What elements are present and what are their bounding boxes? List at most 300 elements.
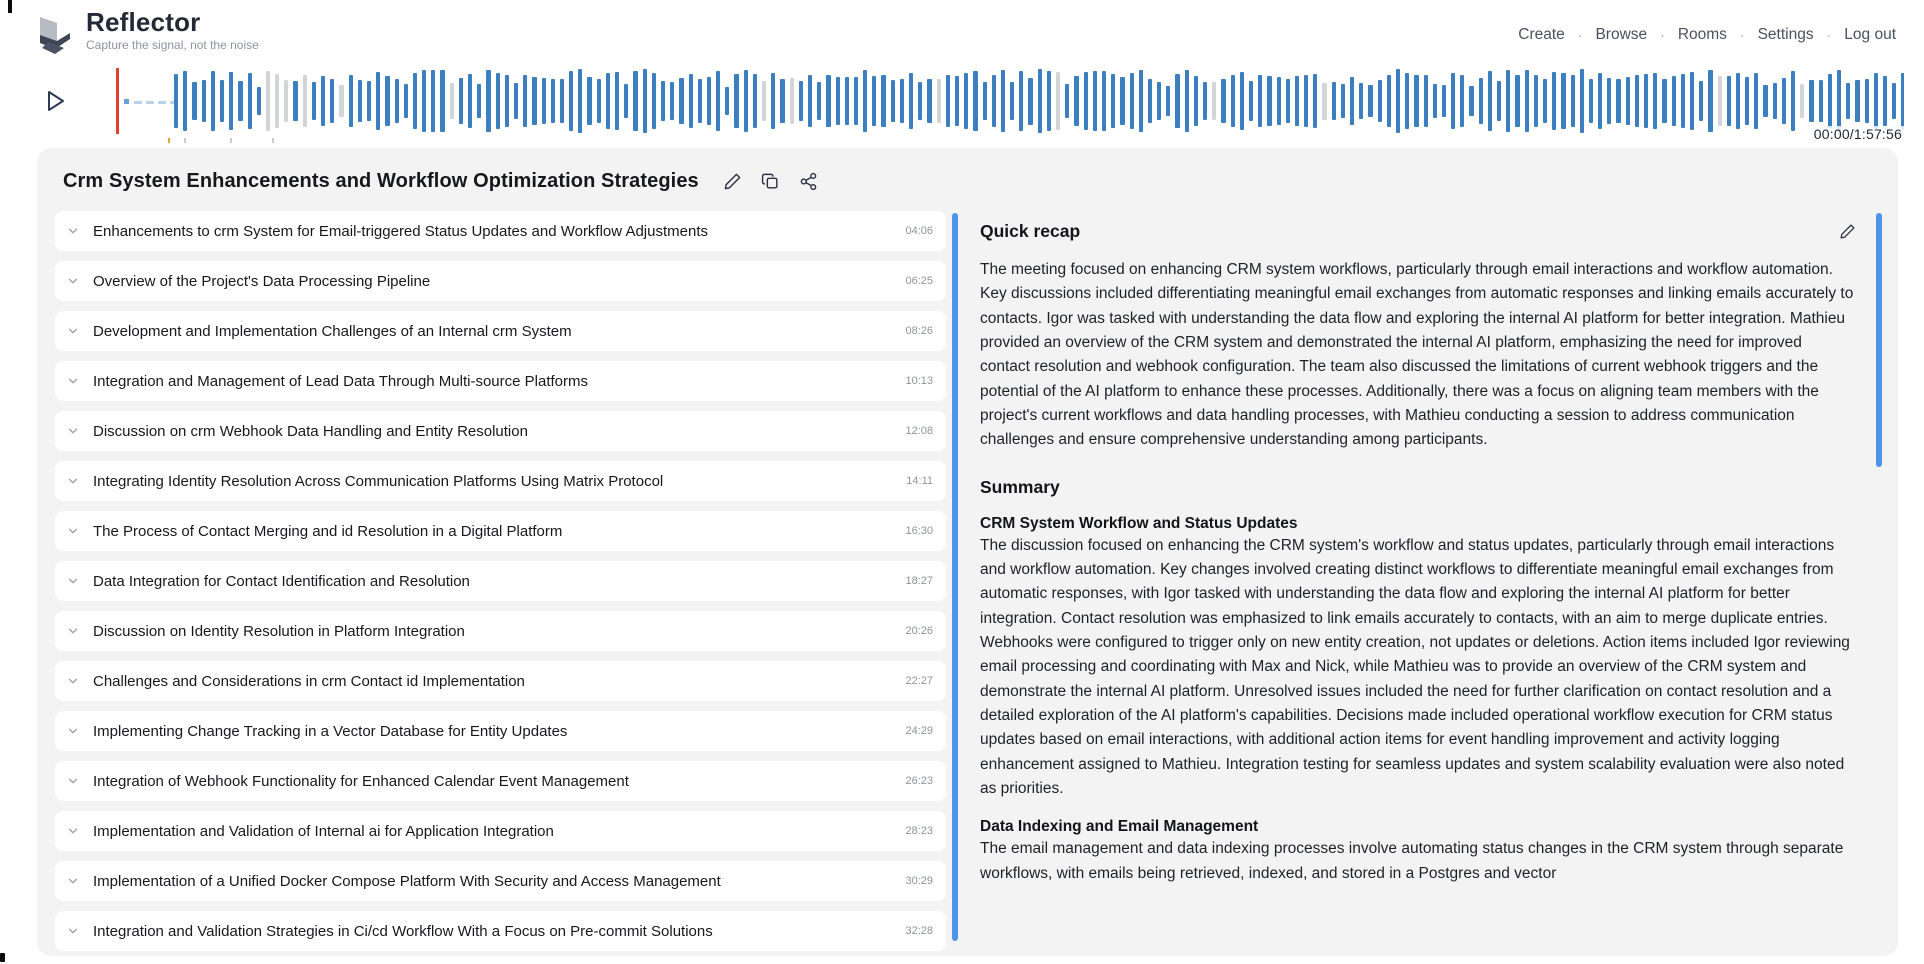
waveform-bar xyxy=(1672,76,1676,126)
waveform-bar xyxy=(1525,70,1529,132)
chapter-tick xyxy=(184,138,186,143)
chapter-tick xyxy=(230,138,232,143)
edit-title-button[interactable] xyxy=(723,172,742,191)
waveform-bar xyxy=(1424,75,1428,126)
summary-scrollbar[interactable] xyxy=(1876,213,1882,467)
waveform-bar xyxy=(937,79,941,123)
waveform-bar xyxy=(257,87,261,115)
waveform-bar xyxy=(1589,79,1593,123)
copy-icon xyxy=(761,172,780,191)
waveform-bar xyxy=(1791,71,1795,131)
brand xyxy=(34,8,259,60)
waveform-bar xyxy=(1837,70,1841,131)
waveform-bar xyxy=(762,81,766,120)
summary-panel xyxy=(980,205,1880,945)
waveform-bar xyxy=(1718,76,1722,126)
meeting-title: Crm System Enhancements and Workflow Optimization Strategies xyxy=(63,170,699,192)
time-display: 00:00/1:57:56 xyxy=(1813,126,1902,142)
waveform-bar xyxy=(881,75,885,127)
waveform-bar xyxy=(1231,75,1235,128)
waveform-bar xyxy=(523,75,527,127)
waveform-bar xyxy=(1277,77,1281,125)
waveform-bar xyxy=(1010,82,1014,120)
waveform-bar xyxy=(1350,77,1354,125)
topic-title: Discussion on crm Webhook Data Handling and Entity Resolution xyxy=(93,422,528,440)
waveform-bar xyxy=(349,75,353,127)
waveform-bar xyxy=(1194,76,1198,126)
waveform-bar xyxy=(496,73,500,130)
topic-title: Enhancements to crm System for Email-triggered Status Updates and Workflow Adjustments xyxy=(93,222,708,240)
waveform-bar xyxy=(771,73,775,130)
waveform-bar xyxy=(670,82,674,120)
waveform-bar xyxy=(854,77,858,124)
copy-title-button[interactable] xyxy=(761,172,780,191)
nav-create[interactable]: Create xyxy=(1518,26,1565,43)
waveform-bar xyxy=(1038,69,1042,133)
waveform-bar xyxy=(734,74,738,129)
waveform-bar xyxy=(293,81,297,120)
waveform-bar xyxy=(1469,86,1473,116)
topic-row[interactable] xyxy=(55,561,946,601)
waveform-bar xyxy=(597,79,601,123)
waveform-bar xyxy=(202,80,206,123)
waveform-bar xyxy=(973,71,977,130)
waveform-bar xyxy=(238,81,242,121)
waveform-bar xyxy=(220,80,224,122)
waveform-bar xyxy=(983,82,987,120)
waveform-silence-dash xyxy=(134,101,142,104)
waveform-bar xyxy=(624,84,628,119)
waveform-bar xyxy=(183,71,187,131)
waveform-bar xyxy=(1690,72,1694,129)
waveform-bar xyxy=(505,75,509,126)
waveform-bar xyxy=(698,79,702,124)
waveform-bar xyxy=(303,75,307,127)
topic-timestamp: 20:26 xyxy=(905,625,933,637)
waveform-bar xyxy=(716,71,720,132)
waveform-bar xyxy=(1580,69,1584,133)
waveform-bar xyxy=(1240,72,1244,131)
waveform-bar xyxy=(1047,71,1051,132)
topic-row[interactable] xyxy=(55,211,946,251)
topic-title: Integration and Validation Strategies in Ci/cd Workflow With a Focus on Pre-commit Solutions xyxy=(93,922,713,940)
waveform-bar xyxy=(1001,70,1005,131)
chevron-down-icon[interactable] xyxy=(66,524,80,538)
topic-title: Overview of the Project's Data Processing Pipeline xyxy=(93,272,431,290)
nav-log-out[interactable]: Log out xyxy=(1844,26,1896,43)
app-header xyxy=(0,0,1924,62)
waveform-bar xyxy=(615,72,619,131)
waveform-bar xyxy=(1460,75,1464,127)
waveform-bar xyxy=(1607,78,1611,125)
chevron-down-icon[interactable] xyxy=(66,824,80,838)
chevron-down-icon[interactable] xyxy=(66,424,80,438)
waveform-bar xyxy=(229,72,233,130)
topic-row[interactable] xyxy=(55,911,946,951)
waveform-bar xyxy=(1800,84,1804,118)
waveform-bar xyxy=(1626,77,1630,125)
waveform-bar xyxy=(275,74,279,127)
chevron-down-icon[interactable] xyxy=(66,724,80,738)
waveform-bar xyxy=(1745,77,1749,126)
waveform-bar xyxy=(964,73,968,130)
waveform-silence-dash xyxy=(158,101,166,104)
waveform-bar xyxy=(707,77,711,124)
topic-timestamp: 24:29 xyxy=(905,725,933,737)
waveform-bar xyxy=(863,70,867,131)
waveform-bar xyxy=(1166,86,1170,116)
nav-separator: · xyxy=(1660,27,1665,43)
waveform-bar xyxy=(440,70,444,133)
chevron-down-icon[interactable] xyxy=(66,624,80,638)
waveform-bar xyxy=(1874,73,1878,130)
topic-title: Discussion on Identity Resolution in Platform Integration xyxy=(93,622,465,640)
waveform-bar xyxy=(1267,76,1271,126)
waveform-bar xyxy=(1102,71,1106,131)
waveform-bar xyxy=(1543,79,1547,123)
quick-recap-text: The meeting focused on enhancing CRM system workflows, particularly through email interactions and workflow automation. Key discussions included differentiating meaningful email exchanges from automatic responses and linking emails accurately to contacts. Igor was tasked with understanding the data flow and exploring the internal AI platform for better integration. Mathieu provided an overview of the CRM system and demonstrated the internal AI platform, emphasizing the need for improved contact resolution and webhook configuration. The team also discussed the limitations of current webhook triggers and the potential of the AI platform to enhance these processes. Additionally, there was a focus on aligning team members with the project's current workflows and data handling processes, with Mathieu conducting a session to address communication challenges and ensure comprehensive understanding among participants. xyxy=(980,261,1854,449)
waveform-bar xyxy=(1451,73,1455,129)
waveform-bar xyxy=(1699,81,1703,120)
waveform-bar xyxy=(1681,74,1685,128)
reflector-logo-icon xyxy=(34,14,76,60)
waveform-bar xyxy=(1479,78,1483,123)
waveform-bar xyxy=(1396,69,1400,132)
waveform-silence-dot xyxy=(124,99,129,104)
waveform-bar xyxy=(284,80,288,123)
topic-row[interactable] xyxy=(55,861,946,901)
summary-section-text: The discussion focused on enhancing the CRM system's workflow and status updates, particularly through email interactions and workflow automation. Key changes involved creating distinct workflows to differentiate meaningful email exchanges from automatic responses, with Igor tasked with understanding the data flow and exploring the internal AI platform for better integration. Contact resolution was emphasized to link emails accurately to contacts, with an aim to merge duplicate entries. Webhooks were configured to trigger only on new entity creation, not updates or deletions. Action items included Igor reviewing email processing and coordinating with Max and Nick, while Mathieu was to provide an overview of the CRM system and demonstrate the internal AI platform. Unresolved issues included the need for further clarification on contact resolution and a detailed exploration of the AI platform's capabilities. Decisions made included operational workflow execution for CRM status updates based on email interactions, with additional action items for event handling improvement and activity logging enhancement assigned to Mathieu. Integration testing for seamless updates and system scalability evaluation were also noted as priorities. xyxy=(980,536,1850,797)
waveform-bar xyxy=(1286,79,1290,123)
topic-row[interactable] xyxy=(55,511,946,551)
nav-separator: · xyxy=(1826,27,1832,43)
waveform-bar xyxy=(486,70,490,132)
waveform-bar xyxy=(1175,74,1179,129)
waveform-bar xyxy=(909,73,913,129)
topic-timestamp: 08:26 xyxy=(905,325,933,337)
chapter-tick xyxy=(168,138,170,143)
nav-rooms[interactable]: Rooms xyxy=(1677,26,1727,43)
meeting-card xyxy=(37,148,1898,956)
topic-title: The Process of Contact Merging and id Resolution in a Digital Platform xyxy=(93,522,563,540)
waveform-bar xyxy=(1258,75,1262,126)
topic-title: Implementation of a Unified Docker Compose Platform With Security and Access Management xyxy=(93,872,721,890)
waveform-bar xyxy=(946,75,950,128)
topics-panel xyxy=(55,205,958,945)
waveform-bar xyxy=(1653,73,1657,129)
waveform-bar xyxy=(248,73,252,129)
waveform-bar xyxy=(477,84,481,118)
waveform-bar xyxy=(1442,85,1446,118)
waveform-bar xyxy=(1295,76,1299,127)
chevron-down-icon[interactable] xyxy=(66,674,80,688)
waveform-bar xyxy=(1111,74,1115,128)
chevron-down-icon[interactable] xyxy=(66,324,80,338)
waveform-bar xyxy=(1249,81,1253,121)
waveform-bar xyxy=(1892,83,1896,119)
chevron-down-icon[interactable] xyxy=(66,474,80,488)
waveform-bar xyxy=(1221,79,1225,123)
waveform-bar xyxy=(661,81,665,122)
waveform-bar xyxy=(1865,79,1869,122)
waveform-bar xyxy=(1561,73,1565,129)
waveform-silence-dash xyxy=(146,101,154,104)
play-button[interactable] xyxy=(46,89,68,113)
chevron-down-icon[interactable] xyxy=(66,774,80,788)
waveform-bar xyxy=(358,80,362,122)
app-tagline: Capture the signal, not the noise xyxy=(86,37,259,52)
title-actions xyxy=(723,172,818,191)
waveform-bar xyxy=(1322,83,1326,120)
title-row xyxy=(63,170,1880,193)
waveform-bar xyxy=(1019,71,1023,130)
topic-timestamp: 18:27 xyxy=(905,575,933,587)
waveform-bar xyxy=(192,82,196,121)
nav-browse[interactable]: Browse xyxy=(1595,26,1648,43)
chevron-down-icon[interactable] xyxy=(66,274,80,288)
waveform-bar xyxy=(1736,73,1740,129)
waveform-bar xyxy=(1130,73,1134,129)
topic-timestamp: 10:13 xyxy=(905,375,933,387)
waveform-bar xyxy=(1571,75,1575,127)
chevron-down-icon[interactable] xyxy=(66,924,80,938)
waveform-bar xyxy=(321,76,325,126)
waveform-bar xyxy=(514,83,518,119)
waveform-bar xyxy=(1644,74,1648,128)
topic-timestamp: 26:23 xyxy=(905,775,933,787)
pencil-icon xyxy=(1839,223,1856,240)
waveform-bar xyxy=(1497,81,1501,121)
waveform-bar xyxy=(679,78,683,123)
waveform-bar xyxy=(1028,78,1032,125)
waveform-bar xyxy=(1304,75,1308,127)
waveform-bar xyxy=(643,69,647,132)
topic-timestamp: 28:23 xyxy=(905,825,933,837)
topic-timestamp: 30:29 xyxy=(905,875,933,887)
waveform-bar xyxy=(1534,75,1538,128)
topic-timestamp: 32:28 xyxy=(905,925,933,937)
waveform-bar xyxy=(900,79,904,123)
topic-row[interactable] xyxy=(55,361,946,401)
waveform-bar xyxy=(606,73,610,129)
waveform-bar xyxy=(532,77,536,126)
waveform-bar xyxy=(1065,84,1069,117)
waveform-bar xyxy=(211,71,215,132)
waveform-bar xyxy=(1405,73,1409,128)
app-title: Reflector xyxy=(86,7,201,37)
waveform-bar xyxy=(1093,71,1097,130)
waveform-bar xyxy=(468,74,472,128)
topic-title: Implementing Change Tracking in a Vector Database for Entity Updates xyxy=(93,722,568,740)
topic-timestamp: 04:06 xyxy=(905,225,933,237)
waveform-bars xyxy=(174,68,1904,134)
chevron-down-icon[interactable] xyxy=(66,874,80,888)
topic-row[interactable] xyxy=(55,611,946,651)
topic-title: Challenges and Considerations in crm Contact id Implementation xyxy=(93,672,525,690)
waveform-bar xyxy=(799,81,803,122)
waveform-bar xyxy=(1120,77,1124,126)
waveform-bar xyxy=(1203,82,1207,120)
topic-timestamp: 06:25 xyxy=(905,275,933,287)
waveform-bar xyxy=(413,73,417,129)
topic-row[interactable] xyxy=(55,811,946,851)
topic-title: Integrating Identity Resolution Across Communication Platforms Using Matrix Protocol xyxy=(93,472,664,490)
topic-title: Integration and Management of Lead Data Through Multi-source Platforms xyxy=(93,372,588,390)
topic-title: Integration of Webhook Functionality for Enhanced Calendar Event Management xyxy=(93,772,629,790)
waveform-bar xyxy=(1809,80,1813,123)
waveform-bar xyxy=(459,78,463,124)
waveform-bar xyxy=(790,78,794,123)
topic-timestamp: 22:27 xyxy=(905,675,933,687)
waveform-bar xyxy=(725,87,729,116)
topic-row[interactable] xyxy=(55,711,946,751)
waveform-bar xyxy=(1598,73,1602,128)
waveform-bar xyxy=(1056,72,1060,130)
waveform-bar xyxy=(689,74,693,128)
topic-row[interactable] xyxy=(55,261,946,301)
waveform-bar xyxy=(330,79,334,124)
waveform-bar xyxy=(1359,83,1363,118)
audio-player xyxy=(34,68,1904,142)
topic-title: Data Integration for Contact Identification and Resolution xyxy=(93,572,470,590)
waveform-bar xyxy=(1855,80,1859,122)
waveform-bar xyxy=(1313,74,1317,129)
waveform-bar xyxy=(1185,70,1189,133)
waveform-bar xyxy=(376,72,380,129)
waveform-bar xyxy=(633,71,637,131)
waveform-bar xyxy=(1378,80,1382,121)
main-nav xyxy=(1518,26,1896,44)
waveform-bar xyxy=(872,76,876,126)
topic-timestamp: 12:08 xyxy=(905,425,933,437)
waveform-bar xyxy=(367,81,371,121)
waveform-bar xyxy=(1883,76,1887,126)
waveform-bar xyxy=(1387,75,1391,128)
edit-summary-button[interactable] xyxy=(1839,223,1856,240)
waveform-bar xyxy=(312,82,316,121)
waveform-bar xyxy=(1635,75,1639,127)
waveform-bar xyxy=(1773,83,1777,118)
waveform-bar xyxy=(1139,70,1143,133)
screen-artifact xyxy=(0,953,5,962)
play-icon xyxy=(46,89,66,113)
topic-row[interactable] xyxy=(55,661,946,701)
waveform[interactable] xyxy=(100,68,1904,142)
waveform-bar xyxy=(1506,70,1510,133)
chevron-down-icon[interactable] xyxy=(66,574,80,588)
waveform-bar xyxy=(1828,74,1832,128)
chapter-tick xyxy=(272,138,274,143)
topic-row[interactable] xyxy=(55,311,946,351)
share-icon xyxy=(799,172,818,191)
waveform-bar xyxy=(808,75,812,128)
topics-list xyxy=(55,211,958,951)
waveform-bar xyxy=(918,82,922,121)
topic-row[interactable] xyxy=(55,411,946,451)
waveform-bar xyxy=(587,77,591,125)
waveform-bar xyxy=(836,77,840,124)
waveform-bar xyxy=(927,79,931,123)
waveform-bar xyxy=(560,79,564,123)
playhead-cursor[interactable] xyxy=(116,68,119,134)
topic-timestamp: 16:30 xyxy=(905,525,933,537)
waveform-bar xyxy=(266,71,270,131)
topic-row[interactable] xyxy=(55,761,946,801)
waveform-bar xyxy=(1433,84,1437,118)
waveform-bar xyxy=(1727,76,1731,127)
quick-recap-heading: Quick recap xyxy=(980,221,1081,241)
waveform-bar xyxy=(753,74,757,128)
waveform-bar xyxy=(431,70,435,133)
waveform-bar xyxy=(1819,80,1823,123)
waveform-bar xyxy=(1763,85,1767,117)
waveform-bar xyxy=(817,82,821,120)
waveform-bar xyxy=(1515,75,1519,126)
waveform-bar xyxy=(174,74,178,128)
summary-heading: Summary xyxy=(980,476,1060,497)
waveform-bar xyxy=(450,83,454,119)
topic-timestamp: 14:11 xyxy=(906,475,933,487)
waveform-bar xyxy=(1157,82,1161,120)
waveform-bar xyxy=(1662,79,1666,122)
topics-scrollbar[interactable] xyxy=(952,213,958,941)
waveform-bar xyxy=(1552,72,1556,130)
nav-separator: · xyxy=(1577,27,1583,43)
share-button[interactable] xyxy=(799,172,818,191)
waveform-bar xyxy=(542,78,546,123)
waveform-bar xyxy=(422,70,426,132)
waveform-bar xyxy=(1901,73,1904,129)
waveform-bar xyxy=(578,69,582,133)
waveform-bar xyxy=(1341,84,1345,117)
chevron-down-icon[interactable] xyxy=(66,224,80,238)
waveform-bar xyxy=(845,77,849,125)
waveform-bar xyxy=(955,76,959,126)
nav-settings[interactable]: Settings xyxy=(1757,26,1814,43)
summary-section-text: The email management and data indexing processes involve automating status changes in the CRM system through separate workflows, with emails being retrieved, indexed, and stored in a Postgres and vector xyxy=(980,840,1844,882)
waveform-bar xyxy=(1414,75,1418,127)
waveform-bar xyxy=(744,70,748,132)
summary-sections xyxy=(980,515,1856,886)
waveform-bar xyxy=(780,79,784,123)
waveform-bar xyxy=(569,71,573,131)
waveform-bar xyxy=(1782,78,1786,125)
waveform-bar xyxy=(1212,82,1216,119)
waveform-bar xyxy=(395,79,399,122)
waveform-bar xyxy=(1616,79,1620,124)
waveform-bar xyxy=(1074,76,1078,127)
summary-section-heading: Data Indexing and Email Management xyxy=(980,818,1259,836)
chevron-down-icon[interactable] xyxy=(66,374,80,388)
waveform-bar xyxy=(1754,73,1758,130)
waveform-bar xyxy=(404,84,408,118)
waveform-bar xyxy=(1084,72,1088,130)
waveform-bar xyxy=(385,76,389,127)
waveform-bar xyxy=(339,85,343,116)
pencil-icon xyxy=(723,172,742,191)
waveform-bar xyxy=(1488,71,1492,131)
waveform-bar xyxy=(891,80,895,121)
waveform-bar xyxy=(652,73,656,130)
waveform-bar xyxy=(551,79,555,124)
nav-separator: · xyxy=(1739,27,1745,43)
waveform-bar xyxy=(992,75,996,126)
topic-title: Development and Implementation Challenges of an Internal crm System xyxy=(93,322,572,340)
topic-row[interactable] xyxy=(55,461,946,501)
waveform-bar xyxy=(1332,82,1336,120)
topic-title: Implementation and Validation of Internal ai for Application Integration xyxy=(93,822,554,840)
summary-section-heading: CRM System Workflow and Status Updates xyxy=(980,514,1298,532)
